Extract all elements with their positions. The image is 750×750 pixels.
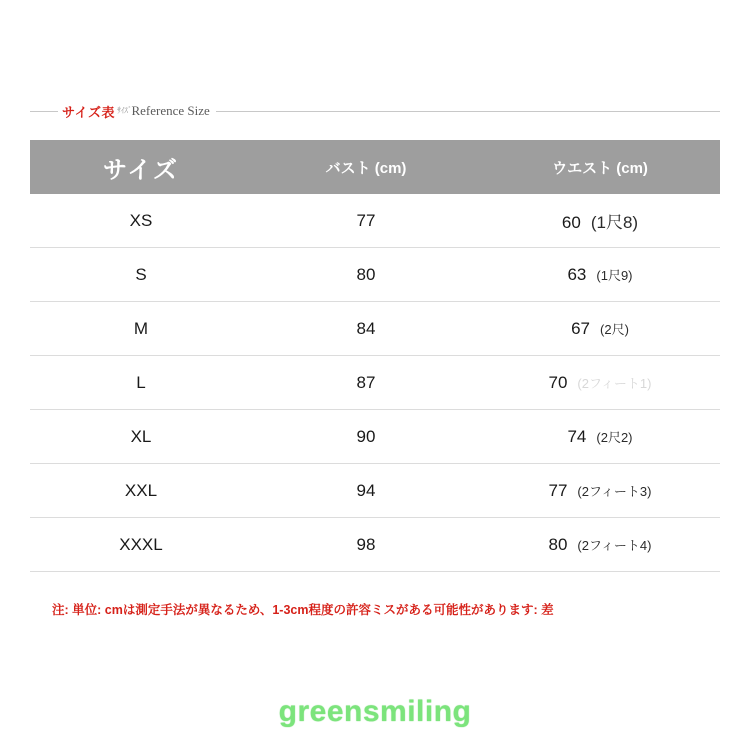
column-header-waist: ウエスト (cm) xyxy=(480,140,720,194)
table-body xyxy=(30,194,720,572)
section-title-en-main: Reference Size xyxy=(131,103,210,118)
waist-note: (2フィート4) xyxy=(577,537,652,553)
table-row xyxy=(30,464,720,518)
column-header-size: サイズ xyxy=(30,140,252,194)
table-row xyxy=(30,302,720,356)
waist-note: (2フィート1) xyxy=(577,375,652,391)
cell-waist xyxy=(480,194,720,248)
cell-size: S xyxy=(30,248,252,302)
waist-note: (1尺8) xyxy=(590,213,639,232)
section-title-en-small: ｻｲｽﾞ xyxy=(116,106,132,115)
waist-value: 60 xyxy=(561,213,581,232)
cell-waist xyxy=(480,410,720,464)
waist-value: 74 xyxy=(567,426,587,446)
cell-size: L xyxy=(30,356,252,410)
section-title xyxy=(30,100,720,122)
waist-note: (2尺) xyxy=(600,321,629,337)
table-row xyxy=(30,410,720,464)
cell-size: XS xyxy=(30,194,252,248)
waist-group xyxy=(481,481,719,501)
waist-group xyxy=(481,535,719,555)
table-row xyxy=(30,194,720,248)
cell-waist xyxy=(480,248,720,302)
table-head xyxy=(30,140,720,194)
cell-waist xyxy=(480,302,720,356)
waist-note: (2フィート3) xyxy=(577,483,652,499)
cell-size: M xyxy=(30,302,252,356)
column-header-bust: バスト (cm) xyxy=(252,140,480,194)
waist-group xyxy=(481,208,719,233)
cell-bust: 90 xyxy=(252,410,480,464)
cell-waist xyxy=(480,356,720,410)
cell-bust: 84 xyxy=(252,302,480,356)
waist-value: 63 xyxy=(567,264,587,284)
cell-bust: 77 xyxy=(252,194,480,248)
table-row xyxy=(30,248,720,302)
size-table xyxy=(30,140,720,572)
waist-value: 77 xyxy=(548,480,568,500)
divider-right xyxy=(216,111,720,112)
waist-note: (1尺9) xyxy=(596,267,633,283)
cell-bust: 98 xyxy=(252,518,480,572)
cell-size: XXXL xyxy=(30,518,252,572)
cell-size: XXL xyxy=(30,464,252,518)
waist-value: 70 xyxy=(548,372,568,392)
cell-bust: 94 xyxy=(252,464,480,518)
table-header-row xyxy=(30,140,720,194)
section-title-en xyxy=(117,103,216,119)
cell-size: XL xyxy=(30,410,252,464)
waist-note: (2尺2) xyxy=(596,429,633,445)
cell-bust: 87 xyxy=(252,356,480,410)
waist-group xyxy=(481,427,719,447)
watermark-logo: greensmiling xyxy=(278,695,472,728)
cell-bust: 80 xyxy=(252,248,480,302)
size-table-wrapper xyxy=(30,140,720,572)
waist-group xyxy=(481,265,719,285)
waist-value: 67 xyxy=(571,318,591,338)
waist-group xyxy=(481,319,719,339)
waist-value: 80 xyxy=(548,534,568,554)
waist-group xyxy=(481,373,719,393)
divider-left xyxy=(30,111,58,112)
table-row xyxy=(30,356,720,410)
cell-waist xyxy=(480,464,720,518)
cell-waist xyxy=(480,518,720,572)
footnote-text: 注: 単位: cmは測定手法が異なるため、1-3cm程度の許容ミスがある可能性があります: 差 xyxy=(52,603,554,617)
table-row xyxy=(30,518,720,572)
section-title-jp: サイズ表 xyxy=(62,104,115,120)
